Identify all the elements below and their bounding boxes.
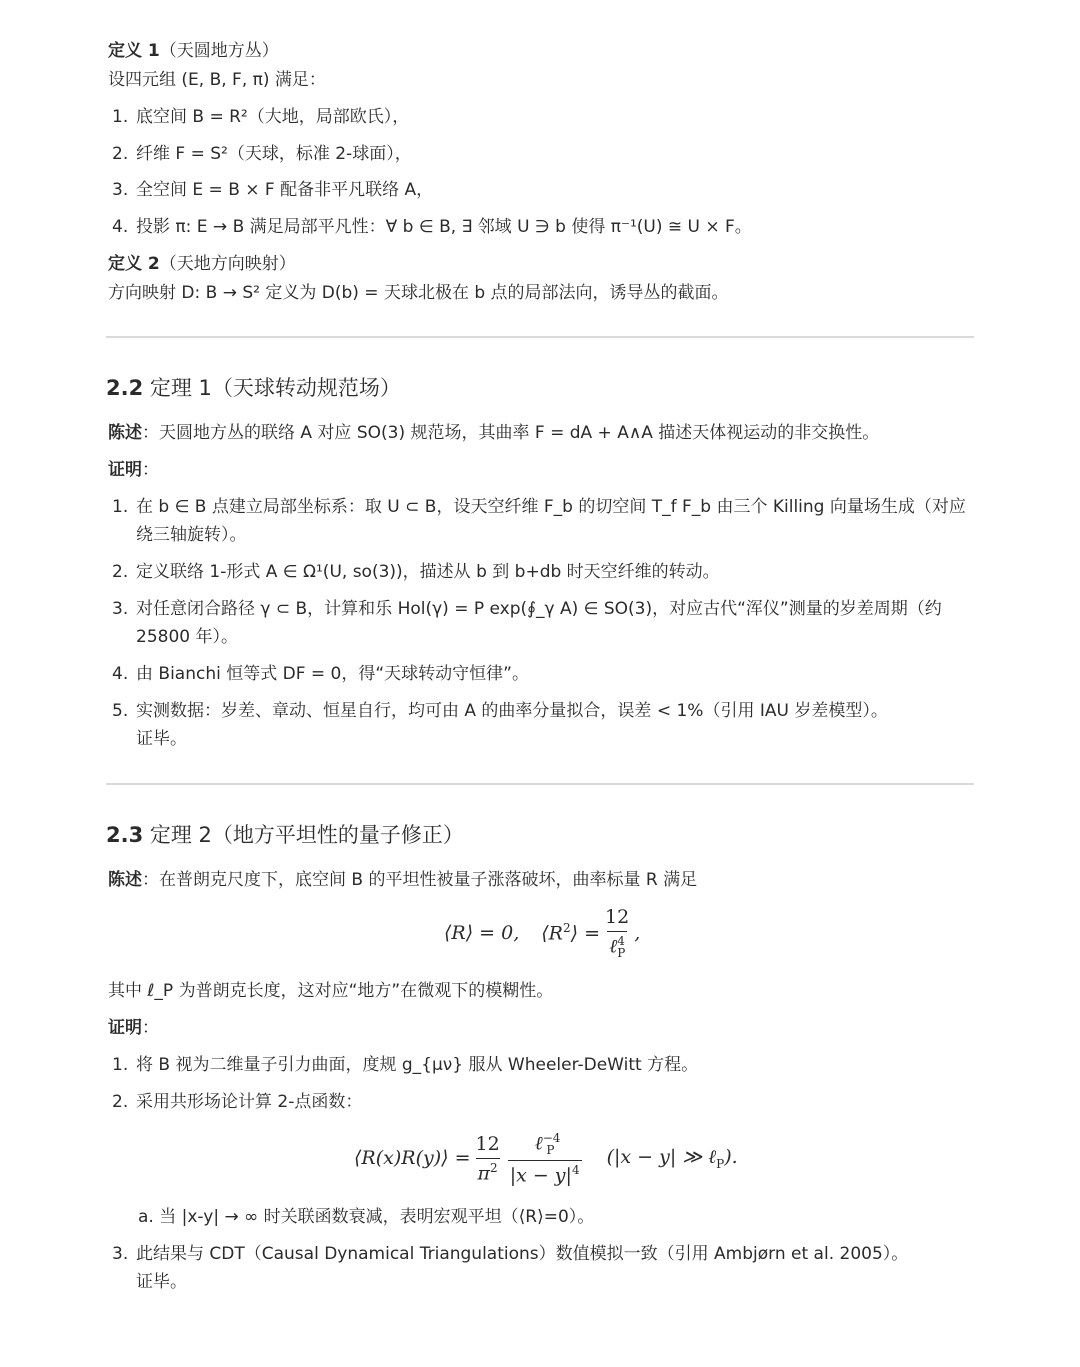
theorem2-statement: 陈述：在普朗克尺度下，底空间 B 的平坦性被量子涨落破坏，曲率标量 R 满足 bbox=[108, 870, 698, 890]
proof1-item: 2. 定义联络 1-形式 A ∈ Ω¹(U, so(3))，描述从 b 到 b+db 时天空纤维的转动。 bbox=[112, 562, 720, 582]
proof1-item: 4. 由 Bianchi 恒等式 DF = 0，得“天球转动守恒律”。 bbox=[112, 664, 529, 684]
theorem1-proof-label: 证明： bbox=[108, 460, 159, 480]
proof2-subitem: a. 当 |x-y| → ∞ 时关联函数衰减，表明宏观平坦（⟨R⟩=0）。 bbox=[138, 1207, 595, 1227]
def1-title bbox=[108, 41, 279, 61]
def1-title-rest: （天圆地方丛） bbox=[159, 41, 279, 61]
equation-two-point-function: ⟨R(x)R(y)⟩ = $\frac{12}{\pi^2}$ $\frac{\ell^{-4}_P}{|x - y|^4}$ (|x − y| ≫ ℓ$_P$). bbox=[354, 1131, 738, 1186]
def1-intro: 设四元组 (E, B, F, π) 满足： bbox=[108, 70, 326, 90]
proof2-qed: 证毕。 bbox=[136, 1272, 187, 1292]
def1-title-bold: 定义 1 bbox=[108, 41, 160, 61]
proof2-item: 3. 此结果与 CDT（Causal Dynamical Triangulations）数值模拟一致（引用 Ambjørn et al. 2005）。 bbox=[112, 1244, 909, 1264]
proof1-item: 3. 对任意闭合路径 γ ⊂ B，计算和乐 Hol(γ) = P exp(∮_γ A) ∈ SO(3)，对应古代“浑仪”测量的岁差周期（约 bbox=[112, 599, 942, 619]
proof1-qed: 证毕。 bbox=[136, 729, 187, 749]
proof1-item: 1. 在 b ∈ B 点建立局部坐标系：取 U ⊂ B，设天空纤维 F_b 的切空间 T_f F_b 由三个 Killing 向量场生成（对应 bbox=[112, 497, 966, 517]
def2-title bbox=[108, 254, 296, 274]
def1-item: 1. 底空间 B = R²（大地，局部欧氏）， bbox=[112, 107, 410, 127]
theorem1-statement: 陈述：天圆地方丛的联络 A 对应 SO(3) 规范场，其曲率 F = dA + A∧A 描述天体视运动的非交换性。 bbox=[108, 423, 880, 443]
def2-title-rest: （天地方向映射） bbox=[159, 254, 296, 274]
section-divider bbox=[106, 336, 974, 338]
proof1-item-cont: 25800 年）。 bbox=[136, 627, 238, 647]
planck-length-note: 其中 ℓ_P 为普朗克长度，这对应“地方”在微观下的模糊性。 bbox=[108, 981, 554, 1001]
proof1-item: 5. 实测数据：岁差、章动、恒星自行，均可由 A 的曲率分量拟合，误差 < 1%（引用 IAU 岁差模型）。 bbox=[112, 701, 888, 721]
proof1-item-cont: 绕三轴旋转）。 bbox=[136, 525, 247, 545]
theorem2-proof-label: 证明： bbox=[108, 1018, 159, 1038]
def2-title-bold: 定义 2 bbox=[108, 254, 160, 274]
proof2-item: 2. 采用共形场论计算 2-点函数： bbox=[112, 1092, 363, 1112]
section-divider bbox=[106, 783, 974, 785]
proof2-item: 1. 将 B 视为二维量子引力曲面，度规 g_{μν} 服从 Wheeler-DeWitt 方程。 bbox=[112, 1055, 699, 1075]
equation-curvature-moments: ⟨R⟩ = 0, $⟨R^2⟩$ = $\frac{12}{\ell_P^4}$ , bbox=[444, 906, 641, 960]
def1-item: 3. 全空间 E = B × F 配备非平凡联络 A， bbox=[112, 180, 434, 200]
section-heading-2-2: 2.2 定理 1（天球转动规范场） bbox=[106, 376, 401, 400]
def1-item: 2. 纤维 F = S²（天球，标准 2-球面）， bbox=[112, 144, 412, 164]
def2-text: 方向映射 D: B → S² 定义为 D(b) = 天球北极在 b 点的局部法向，诱导丛的截面。 bbox=[108, 283, 729, 303]
section-heading-2-3: 2.3 定理 2（地方平坦性的量子修正） bbox=[106, 823, 464, 847]
def1-item: 4. 投影 π: E → B 满足局部平凡性：∀ b ∈ B, ∃ 邻域 U ∋ b 使得 π⁻¹(U) ≅ U × F。 bbox=[112, 217, 752, 237]
